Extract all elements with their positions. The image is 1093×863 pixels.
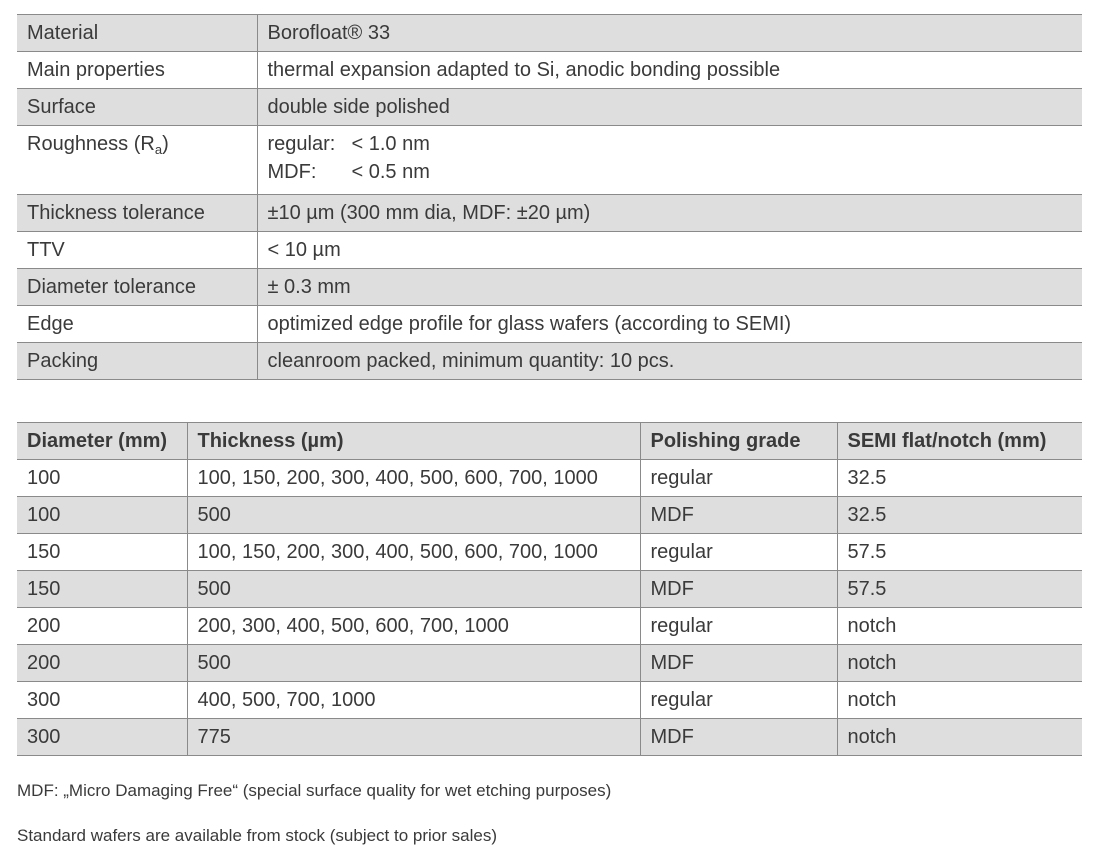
cell-semi-flat-notch: notch xyxy=(837,719,1082,756)
property-label: TTV xyxy=(17,232,257,269)
cell-polishing-grade: MDF xyxy=(640,719,837,756)
cell-thickness: 100, 150, 200, 300, 400, 500, 600, 700, 1000 xyxy=(187,534,640,571)
cell-thickness: 100, 150, 200, 300, 400, 500, 600, 700, 1000 xyxy=(187,460,640,497)
property-label xyxy=(17,126,257,195)
property-row-diameter-tolerance xyxy=(17,269,1082,306)
property-row-thickness-tolerance xyxy=(17,195,1082,232)
cell-diameter: 200 xyxy=(17,645,187,682)
cell-thickness: 500 xyxy=(187,571,640,608)
property-value: cleanroom packed, minimum quantity: 10 pcs. xyxy=(257,343,1082,380)
property-row-main-properties xyxy=(17,52,1082,89)
property-label: Packing xyxy=(17,343,257,380)
property-value xyxy=(257,126,1082,195)
property-label: Material xyxy=(17,15,257,52)
property-row-ttv xyxy=(17,232,1082,269)
cell-diameter: 300 xyxy=(17,719,187,756)
roughness-label-main: Roughness (R xyxy=(27,133,155,155)
cell-polishing-grade: MDF xyxy=(640,645,837,682)
cell-polishing-grade: MDF xyxy=(640,497,837,534)
cell-thickness: 500 xyxy=(187,497,640,534)
property-value: thermal expansion adapted to Si, anodic bonding possible xyxy=(257,52,1082,89)
table-row xyxy=(17,608,1082,645)
roughness-label-end: ) xyxy=(162,133,169,155)
cell-semi-flat-notch: 57.5 xyxy=(837,571,1082,608)
header-semi-flat-notch: SEMI flat/notch (mm) xyxy=(837,423,1082,460)
table-header-row xyxy=(17,423,1082,460)
table-row xyxy=(17,682,1082,719)
property-label: Main properties xyxy=(17,52,257,89)
header-polishing-grade: Polishing grade xyxy=(640,423,837,460)
property-label: Diameter tolerance xyxy=(17,269,257,306)
roughness-mdf-line xyxy=(268,158,1073,186)
cell-diameter: 200 xyxy=(17,608,187,645)
roughness-mdf-value: < 0.5 nm xyxy=(351,161,430,183)
cell-polishing-grade: MDF xyxy=(640,571,837,608)
properties-table xyxy=(17,14,1082,380)
cell-thickness: 200, 300, 400, 500, 600, 700, 1000 xyxy=(187,608,640,645)
cell-semi-flat-notch: 32.5 xyxy=(837,497,1082,534)
property-row-roughness xyxy=(17,126,1082,195)
roughness-mdf-key: MDF: xyxy=(267,161,317,183)
property-row-material xyxy=(17,15,1082,52)
cell-semi-flat-notch: notch xyxy=(837,682,1082,719)
header-diameter: Diameter (mm) xyxy=(17,423,187,460)
property-value: optimized edge profile for glass wafers (according to SEMI) xyxy=(257,306,1082,343)
wafer-specs-table xyxy=(17,422,1082,756)
property-value: ± 0.3 mm xyxy=(257,269,1082,306)
cell-thickness: 775 xyxy=(187,719,640,756)
cell-thickness: 400, 500, 700, 1000 xyxy=(187,682,640,719)
cell-polishing-grade: regular xyxy=(640,534,837,571)
property-value: < 10 µm xyxy=(257,232,1082,269)
property-label: Surface xyxy=(17,89,257,126)
property-label: Edge xyxy=(17,306,257,343)
cell-polishing-grade: regular xyxy=(640,682,837,719)
cell-semi-flat-notch: notch xyxy=(837,608,1082,645)
table-row xyxy=(17,719,1082,756)
cell-semi-flat-notch: 32.5 xyxy=(837,460,1082,497)
roughness-label-subscript: a xyxy=(154,142,163,157)
header-thickness: Thickness (µm) xyxy=(187,423,640,460)
roughness-regular-line xyxy=(268,130,1073,158)
cell-polishing-grade: regular xyxy=(640,608,837,645)
cell-diameter: 100 xyxy=(17,460,187,497)
property-value: Borofloat® 33 xyxy=(257,15,1082,52)
table-row xyxy=(17,571,1082,608)
property-row-surface xyxy=(17,89,1082,126)
table-row xyxy=(17,497,1082,534)
cell-diameter: 150 xyxy=(17,571,187,608)
cell-diameter: 100 xyxy=(17,497,187,534)
property-row-packing xyxy=(17,343,1082,380)
cell-diameter: 300 xyxy=(17,682,187,719)
cell-semi-flat-notch: notch xyxy=(837,645,1082,682)
table-row xyxy=(17,460,1082,497)
property-label: Thickness tolerance xyxy=(17,195,257,232)
table-row xyxy=(17,534,1082,571)
mdf-footnote: MDF: „Micro Damaging Free“ (special surface quality for wet etching purposes) xyxy=(17,781,612,800)
table-row xyxy=(17,645,1082,682)
roughness-regular-key: regular: xyxy=(267,133,336,155)
cell-semi-flat-notch: 57.5 xyxy=(837,534,1082,571)
property-row-edge xyxy=(17,306,1082,343)
cell-thickness: 500 xyxy=(187,645,640,682)
roughness-regular-value: < 1.0 nm xyxy=(351,133,430,155)
cell-polishing-grade: regular xyxy=(640,460,837,497)
cell-diameter: 150 xyxy=(17,534,187,571)
property-value: double side polished xyxy=(257,89,1082,126)
property-value: ±10 µm (300 mm dia, MDF: ±20 µm) xyxy=(257,195,1082,232)
stock-footnote: Standard wafers are available from stock (subject to prior sales) xyxy=(17,826,497,845)
